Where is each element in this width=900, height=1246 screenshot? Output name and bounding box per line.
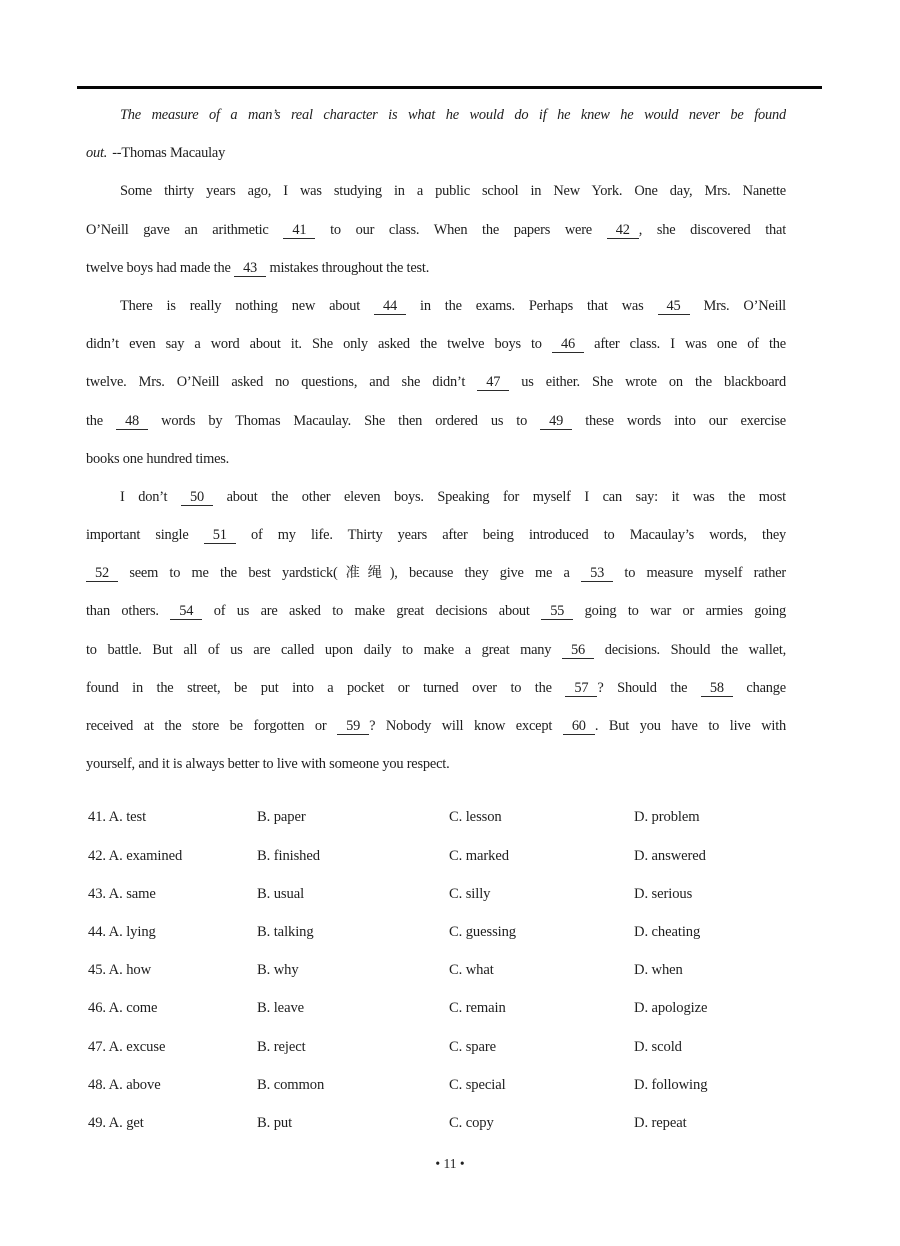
- option-row-48: [86, 1066, 786, 1104]
- option-row-42: [86, 837, 786, 875]
- option-cell: C. marked: [449, 847, 509, 864]
- passage-line: to battle. But all of us are called upon daily to make a great many 56 decisions. Should the wallet,: [86, 641, 786, 658]
- passage-line: O’Neill gave an arithmetic 41 to our class. When the papers were 42 , she discovered that: [86, 221, 786, 238]
- blank-52: 52: [86, 565, 118, 582]
- option-cell: B. common: [257, 1076, 325, 1093]
- passage-line: important single 51 of my life. Thirty years after being introduced to Macaulay’s words, they: [86, 527, 786, 544]
- blank-60: 60: [563, 718, 595, 735]
- option-cell: D. repeat: [634, 1114, 687, 1131]
- passage-line: twelve boys had made the 43 mistakes throughout the test.: [86, 259, 430, 276]
- option-cell: C. guessing: [449, 923, 517, 940]
- blank-43: 43: [234, 260, 266, 277]
- page-content: [86, 96, 786, 1142]
- quote-text: out.: [86, 145, 108, 162]
- blank-54: 54: [170, 603, 202, 620]
- option-cell: D. following: [634, 1076, 708, 1093]
- option-cell: 43. A. same: [88, 885, 156, 902]
- option-cell: D. apologize: [634, 1000, 708, 1017]
- option-row-44: [86, 913, 786, 951]
- quote-line-2: [86, 134, 786, 172]
- passage-line: books one hundred times.: [86, 450, 230, 467]
- option-cell: D. when: [634, 962, 683, 979]
- passage-line: than others. 54 of us are asked to make great decisions about 55 going to war or armies going: [86, 603, 786, 620]
- option-cell: D. problem: [634, 809, 700, 826]
- passage-line: twelve. Mrs. O’Neill asked no questions, and she didn’t 47 us either. She wrote on the blackboard: [86, 374, 786, 391]
- option-cell: C. spare: [449, 1038, 497, 1055]
- passage-line: There is really nothing new about 44 in the exams. Perhaps that was 45 Mrs. O’Neill: [120, 297, 786, 314]
- option-cell: C. silly: [449, 885, 491, 902]
- passage-line: Some thirty years ago, I was studying in a public school in New York. One day, Mrs. Nanette: [120, 183, 786, 200]
- passage-line: received at the store be forgotten or 59 ? Nobody will know except 60 . But you have to live with: [86, 718, 786, 734]
- blank-44: 44: [374, 298, 406, 315]
- option-cell: 46. A. come: [88, 1000, 158, 1017]
- cloze-passage: [86, 96, 786, 783]
- blank-58: 58: [701, 680, 733, 697]
- option-cell: 42. A. examined: [88, 847, 183, 864]
- option-cell: B. leave: [257, 1000, 305, 1017]
- quote-attribution: --Thomas Macaulay: [112, 145, 226, 162]
- option-row-41: [86, 798, 786, 836]
- option-cell: B. put: [257, 1114, 293, 1131]
- option-cell: B. usual: [257, 885, 305, 902]
- option-cell: C. copy: [449, 1114, 494, 1131]
- option-cell: 44. A. lying: [88, 923, 156, 940]
- passage-line: 52 seem to me the best yardstick(准绳), because they give me a 53 to measure myself rather: [86, 554, 786, 592]
- blank-55: 55: [541, 603, 573, 620]
- option-cell: 47. A. excuse: [88, 1038, 166, 1055]
- option-row-43: [86, 875, 786, 913]
- option-cell: 48. A. above: [88, 1076, 161, 1093]
- option-row-45: [86, 951, 786, 989]
- quote-line-1: The measure of a man’s real character is what he would do if he knew he would never be found: [120, 107, 786, 123]
- blank-59: 59: [337, 718, 369, 735]
- blank-53: 53: [581, 565, 613, 582]
- option-cell: C. special: [449, 1076, 506, 1093]
- passage-line: didn’t even say a word about it. She only asked the twelve boys to 46 after class. I was one of the: [86, 336, 786, 353]
- option-row-46: [86, 989, 786, 1027]
- option-cell: B. paper: [257, 809, 306, 826]
- option-cell: C. remain: [449, 1000, 506, 1017]
- option-cell: D. answered: [634, 847, 706, 864]
- option-row-47: [86, 1028, 786, 1066]
- option-cell: B. reject: [257, 1038, 306, 1055]
- passage-line: I don’t 50 about the other eleven boys. Speaking for myself I can say: it was the most: [120, 488, 786, 505]
- option-cell: C. lesson: [449, 809, 502, 826]
- option-cell: 49. A. get: [88, 1114, 144, 1131]
- option-cell: 41. A. test: [88, 809, 147, 826]
- option-cell: C. what: [449, 962, 494, 979]
- option-cell: 45. A. how: [88, 962, 152, 979]
- blank-49: 49: [540, 413, 572, 430]
- passage-line: yourself, and it is always better to live with someone you respect.: [86, 756, 450, 773]
- options-table: [86, 798, 786, 1142]
- option-cell: B. talking: [257, 923, 314, 940]
- blank-51: 51: [204, 527, 236, 544]
- blank-56: 56: [562, 642, 594, 659]
- passage-line: found in the street, be put into a pocket or turned over to the 57 ? Should the 58 change: [86, 679, 786, 696]
- blank-41: 41: [283, 222, 315, 239]
- page-number: • 11 •: [435, 1156, 465, 1171]
- option-cell: D. scold: [634, 1038, 682, 1055]
- blank-47: 47: [477, 374, 509, 391]
- passage-line: the 48 words by Thomas Macaulay. She then ordered us to 49 these words into our exercise: [86, 412, 786, 429]
- option-cell: D. serious: [634, 885, 693, 902]
- blank-45: 45: [658, 298, 690, 315]
- option-row-49: [86, 1104, 786, 1142]
- blank-50: 50: [181, 489, 213, 506]
- blank-48: 48: [116, 413, 148, 430]
- header-rule: [77, 86, 822, 89]
- blank-57: 57: [565, 680, 597, 697]
- option-cell: B. finished: [257, 847, 320, 864]
- option-cell: D. cheating: [634, 923, 701, 940]
- blank-46: 46: [552, 336, 584, 353]
- blank-42: 42: [607, 222, 639, 239]
- option-cell: B. why: [257, 962, 299, 979]
